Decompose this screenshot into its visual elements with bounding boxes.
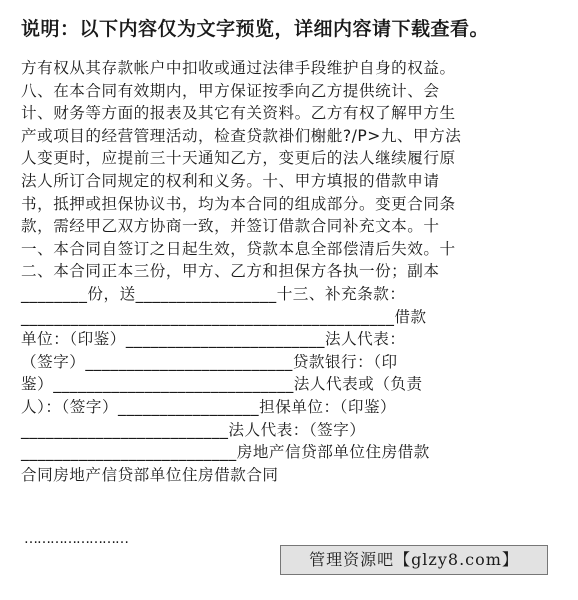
text-line: 计、财务等方面的报表及其它有关资料。乙方有权了解甲方生: [21, 104, 456, 123]
preview-notice: 说明：以下内容仅为文字预览，详细内容请下载查看。: [21, 18, 490, 40]
text-line: ________份，送_________________十三、补充条款：: [21, 284, 406, 303]
text-line: 书，抵押或担保协议书，均为本合同的组成部分。变更合同条: [21, 194, 456, 213]
text-line: 鉴）_____________________________法人代表或（负责: [21, 375, 423, 394]
text-line: 款，需经甲乙双方协商一致，并签订借款合同补充文本。十: [21, 217, 440, 236]
text-line: 法人所订合同规定的权利和义务。十、甲方填报的借款申请: [21, 171, 440, 190]
text-line: 人变更时，应提前三十天通知乙方，变更后的法人继续履行原: [21, 149, 456, 168]
text-line: 单位：（印鉴）________________________法人代表：: [21, 330, 406, 349]
text-line: __________________________房地产信贷部单位住房借款: [21, 443, 430, 462]
text-line: 二、本合同正本三份，甲方、乙方和担保方各执一份；副本: [21, 262, 440, 281]
text-line: （签字）_________________________贷款银行：（印: [21, 352, 398, 371]
text-line: 合同房地产信贷部单位住房借款合同: [21, 465, 279, 484]
text-line: 产或项目的经营管理活动，检查贷款褂们榭舭?/P>九、甲方法: [21, 126, 462, 145]
text-line: 方有权从其存款帐户中扣收或通过法律手段维护自身的权益。: [21, 59, 456, 77]
text-line: _____________________________________________借款: [21, 307, 427, 326]
site-watermark: 管理资源吧【glzy8.com】: [280, 545, 548, 575]
text-line: 八、在本合同有效期内，甲方保证按季向乙方提供统计、会: [21, 81, 440, 100]
text-line: 人）：（签字）_________________担保单位：（印鉴）: [21, 397, 397, 416]
truncation-ellipsis: ……………………: [24, 531, 128, 547]
text-line: 一、本合同自签订之日起生效，贷款本息全部偿清后失效。十: [21, 239, 456, 258]
contract-text: [21, 57, 561, 486]
text-line: _________________________法人代表：（签字）: [21, 420, 366, 439]
